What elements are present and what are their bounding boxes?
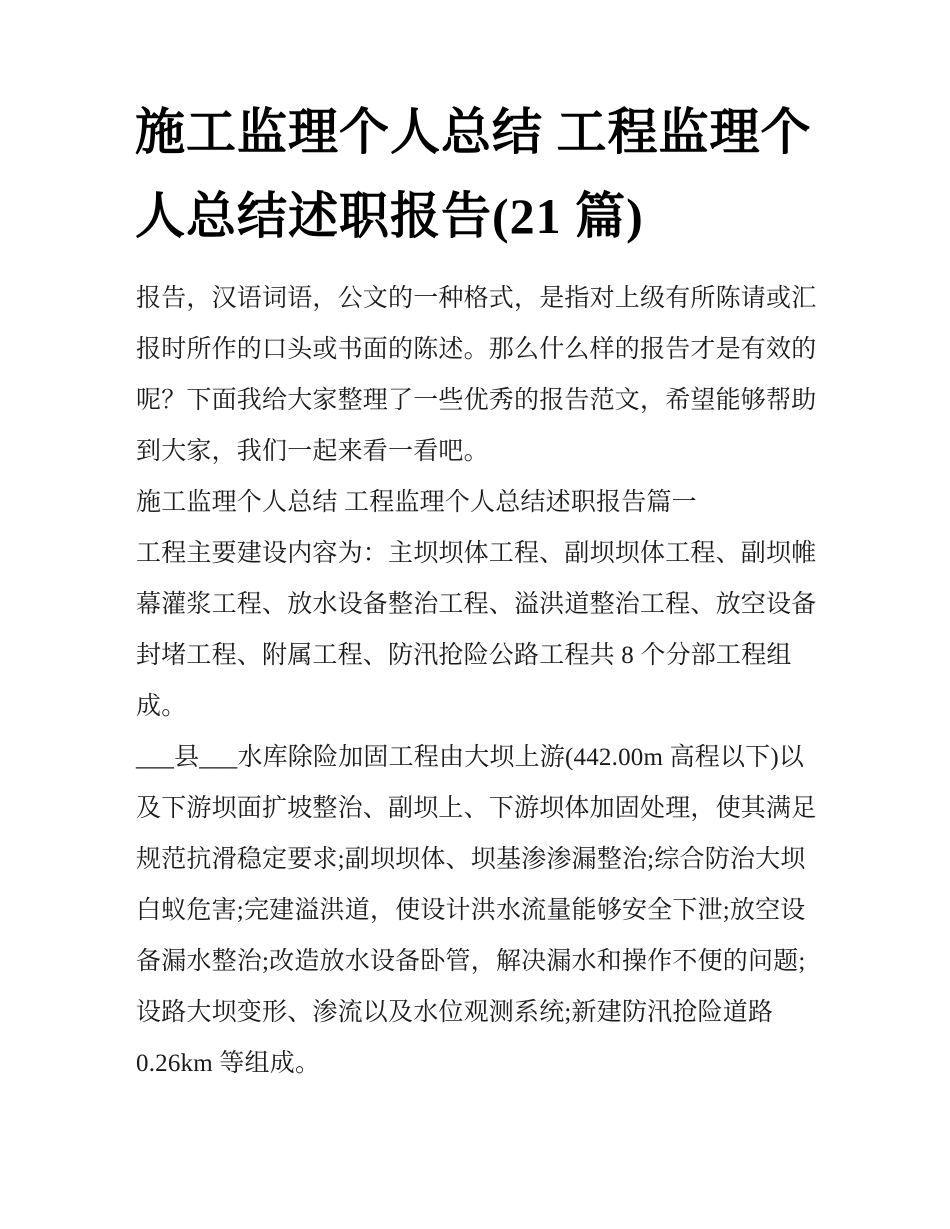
body-text-line: 备漏水整治;改造放水设备卧管，解决漏水和操作不便的问题; — [136, 948, 806, 975]
body-text-line: 0.26km 等组成。 — [136, 1050, 321, 1077]
body-text-line: 到大家，我们一起来看一看吧。 — [136, 438, 489, 465]
document-body — [0, 258, 950, 1089]
body-text-line: 设路大坝变形、渗流以及水位观测系统;新建防汛抢险道路 — [136, 999, 774, 1026]
body-text-line: 工程主要建设内容为：主坝坝体工程、副坝坝体工程、副坝帷 — [136, 540, 817, 567]
title-line: 人总结述职报告(21 篇) — [135, 188, 644, 244]
body-text-line: 规范抗滑稳定要求;副坝坝体、坝基渗渗漏整治;综合防治大坝 — [136, 846, 806, 873]
body-text-line: 报时所作的口头或书面的陈述。那么什么样的报告才是有效的 — [136, 336, 817, 363]
body-text-line: 及下游坝面扩坡整治、副坝上、下游坝体加固处理，使其满足 — [136, 795, 817, 822]
body-text-line: 白蚁危害;完建溢洪道，使设计洪水流量能够安全下泄;放空设 — [136, 897, 806, 924]
body-text-line: ___县___水库除险加固工程由大坝上游(442.00m 高程以下)以 — [136, 744, 805, 771]
body-text-line: 呢？下面我给大家整理了一些优秀的报告范文，希望能够帮助 — [136, 387, 817, 414]
document-title — [0, 0, 950, 258]
body-text-line: 成。 — [136, 693, 187, 720]
body-text-line: 施工监理个人总结 工程监理个人总结述职报告篇一 — [136, 489, 697, 516]
title-line: 施工监理个人总结 工程监理个 — [135, 104, 812, 160]
body-text-line: 报告，汉语词语，公文的一种格式，是指对上级有所陈请或汇 — [136, 285, 817, 312]
body-text-line: 封堵工程、附属工程、防汛抢险公路工程共 8 个分部工程组 — [136, 642, 792, 669]
body-text-line: 幕灌浆工程、放水设备整治工程、溢洪道整治工程、放空设备 — [136, 591, 817, 618]
